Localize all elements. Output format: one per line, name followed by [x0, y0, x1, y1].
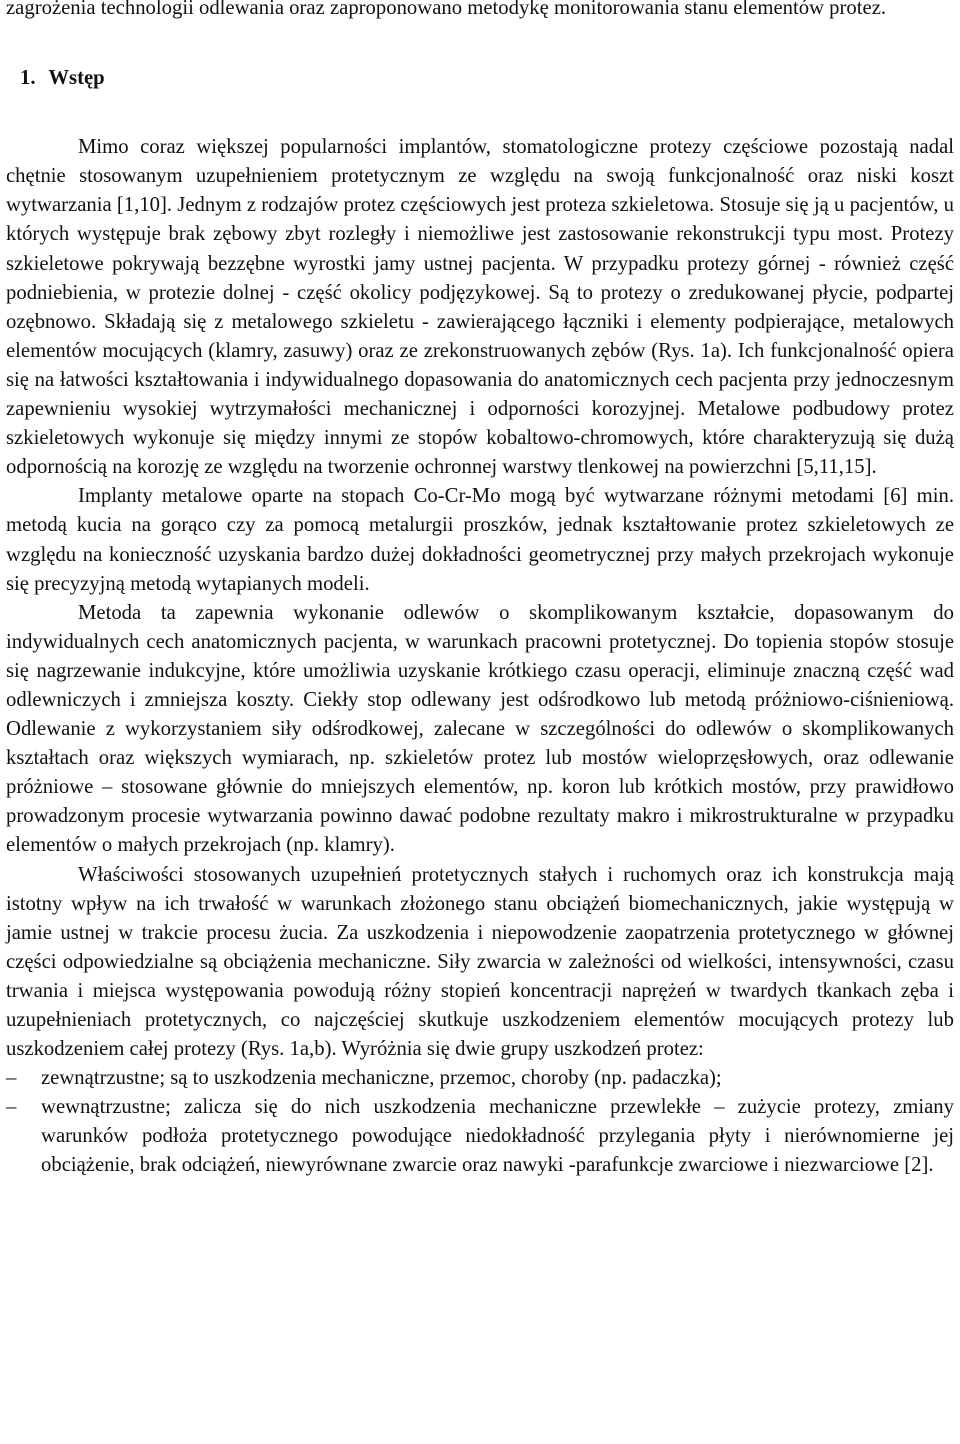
intro-text: zagrożenia technologii odlewania oraz zaproponowano metodykę monitorowania stanu elementów protez.: [6, 0, 887, 19]
paragraph: Metoda ta zapewnia wykonanie odlewów o skomplikowanym kształcie, dopasowanym do indywidualnych cech anatomicznych pacjenta, w warunkach pracowni protetycznej. Do topienia stopów stosuje się nagrzewanie indukcyjne, które umożliwia uzyskanie krótkiego czasu operacji, eliminuje znaczną część wad odlewniczych i zmniejsza koszty. Ciekły stop odlewany jest odśrodkowo lub metodą próżniowo-ciśnieniową. Odlewanie z wykorzystaniem siły odśrodkowej, zalecane w szczególności do odlewów o skomplikowanych kształtach oraz większych wymiarach, np. szkieletów protez lub mostów wieloprzęsłowych, oraz odlewanie próżniowe – stosowane głównie do mniejszych elementów, np. koron lub krótkich mostów, przy prawidłowo prowadzonym procesie wytwarzania powinno dawać podobne rezultaty makro i mikrostrukturalne w przypadku elementów o małych przekrojach (np. klamry).: [6, 601, 954, 857]
section-title: Wstęp: [48, 67, 105, 90]
list-item-text: wewnątrzustne; zalicza się do nich uszkodzenia mechaniczne przewlekłe – zużycie protezy, zmiany warunków podłoża protetycznego powodujące niedokładność przylegania płyty i nierównomierne jej obciążenie, brak odciążeń, niewyrównane zwarcie oraz nawyki -parafunkcje zwarciowe i niezwarciowe [2].: [41, 1096, 954, 1177]
section-heading: [6, 64, 954, 93]
dash-bullet: –: [6, 1067, 17, 1090]
section-number: 1.: [20, 67, 36, 90]
dash-bullet: –: [6, 1096, 17, 1119]
list-item: [6, 1093, 954, 1180]
list-item: [6, 1064, 954, 1093]
list-item-text: zewnątrzustne; są to uszkodzenia mechaniczne, przemoc, choroby (np. padaczka);: [41, 1067, 722, 1090]
paragraph: Mimo coraz większej popularności implantów, stomatologiczne protezy częściowe pozostają nadal chętnie stosowanym uzupełnieniem protetycznym ze względu na swoją funkcjonalność oraz niski koszt wytwarzania [1,10]. Jednym z rodzajów protez częściowych jest proteza szkieletowa. Stosuje się ją u pacjentów, u których występuje brak zębowy zbyt rozległy i niemożliwe jest zastosowanie rekonstrukcji typu most. Protezy szkieletowe pokrywają bezzębne wyrostki jamy ustnej pacjenta. W przypadku protezy górnej - również część podniebienia, w protezie dolnej - część okolicy podjęzykowej. Są to protezy o zredukowanej płycie, podpartej ozębnowo. Składają się z metalowego szkieletu - zawierającego łączniki i elementy podpierające, metalowych elementów mocujących (klamry, zasuwy) oraz ze zrekonstruowanych zębów (Rys. 1a). Ich funkcjonalność opiera się na łatwości kształtowania i indywidualnego dopasowania do anatomicznych cech pacjenta przy jednoczesnym zapewnieniu wysokiej wytrzymałości mechanicznej i odporności korozyjnej. Metalowe podbudowy protez szkieletowych wykonuje się między innymi ze stopów kobaltowo-chromowych, które charakteryzują się dużą odpornością na korozję ze względu na tworzenie ochronnej warstwy tlenkowej na powierzchni [5,11,15].: [6, 136, 954, 479]
damage-list: [6, 1064, 954, 1180]
paragraph: Implanty metalowe oparte na stopach Co-Cr-Mo mogą być wytwarzane różnymi metodami [6] min. metodą kucia na gorąco czy za pomocą metalurgii proszków, jednak kształtowanie protez szkieletowych ze względu na konieczność uzyskania bardzo dużej dokładności geometrycznej przy małych przekrojach wykonuje się precyzyjną metodą wytapianych modeli.: [6, 485, 954, 595]
paragraph: Właściwości stosowanych uzupełnień protetycznych stałych i ruchomych oraz ich konstrukcja mają istotny wpływ na ich trwałość w warunkach złożonego stanu obciążeń biomechanicznych, jakie występują w jamie ustnej w trakcie procesu żucia. Za uszkodzenia i niepowodzenie zaopatrzenia protetycznego w głównej części odpowiedzialne są obciążenia mechaniczne. Siły zwarcia w zależności od wielkości, intensywności, czasu trwania i miejsca występowania powodują różny stopień koncentracji naprężeń w twardych tkankach zęba i uzupełnieniach protetycznych, co najczęściej skutkuje uszkodzeniem elementów mocujących protezy lub uszkodzeniem całej protezy (Rys. 1a,b). Wyróżnia się dwie grupy uszkodzeń protez:: [6, 863, 954, 1061]
